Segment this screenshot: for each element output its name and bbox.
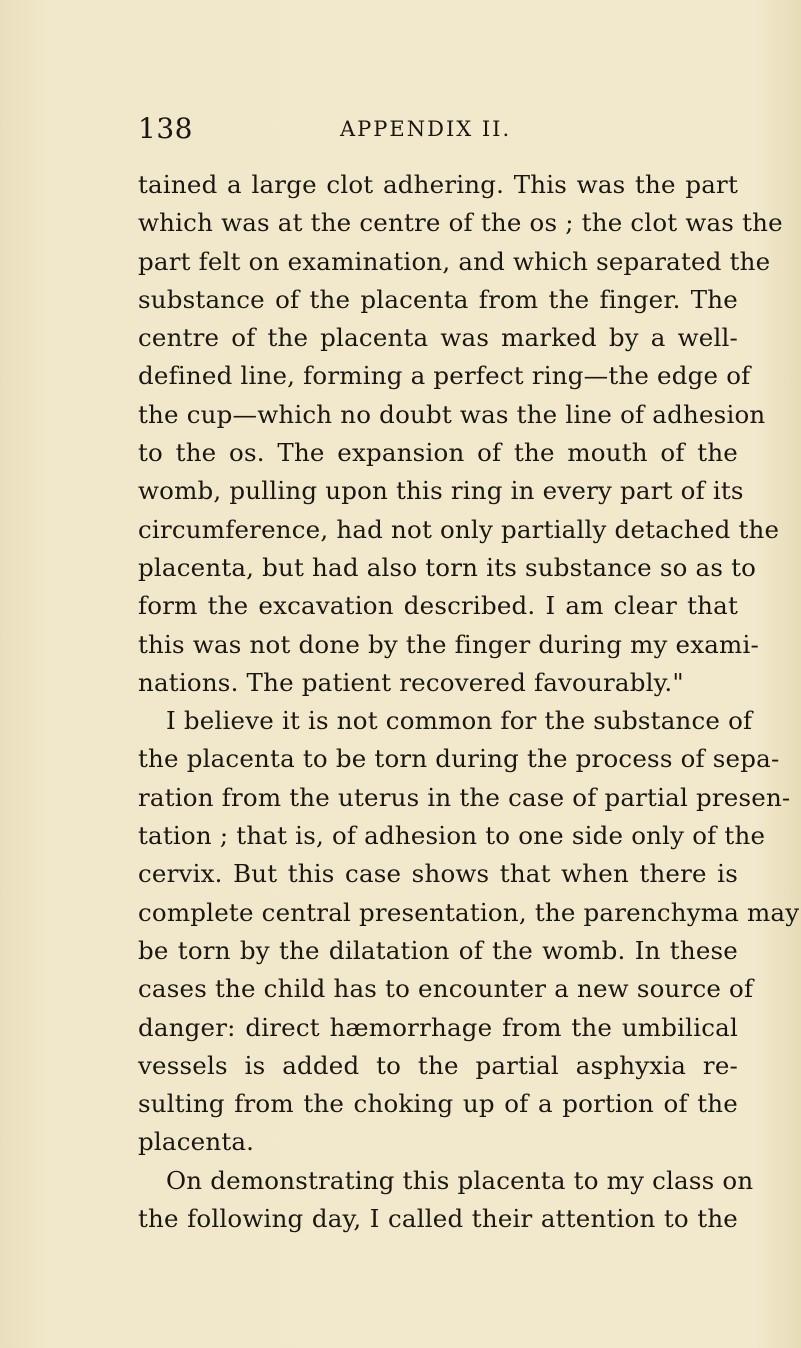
body-text — [138, 166, 800, 1238]
text-line: cervix. But this case shows that when there is — [138, 859, 738, 889]
text-line: circumference, had not only partially detached the — [138, 514, 780, 544]
text-line: the placenta to be torn during the process of sepa- — [138, 744, 780, 774]
paragraph-start-line: On demonstrating this placenta to my class on — [166, 1165, 754, 1195]
text-line: tained a large clot adhering. This was the part — [138, 170, 738, 199]
paragraph-end-line: nations. The patient recovered favourably." — [138, 667, 684, 697]
page-number: 138 — [138, 112, 193, 145]
text-line: defined line, forming a perfect ring—the edge of — [138, 361, 751, 391]
text-line: vessels is added to the partial asphyxia re- — [138, 1050, 738, 1080]
running-title: APPENDIX II. — [340, 117, 512, 141]
text-line: ration from the uterus in the case of partial presen- — [138, 782, 791, 812]
text-line: to the os. The expansion of the mouth of the — [138, 438, 738, 468]
text-line: form the excavation described. I am clear that — [138, 591, 738, 621]
text-line: sulting from the choking up of a portion of the — [138, 1089, 738, 1119]
text-line: complete central presentation, the parenchyma may — [138, 897, 800, 927]
text-line: centre of the placenta was marked by a well- — [138, 323, 738, 353]
text-line: the cup—which no doubt was the line of adhesion — [138, 399, 766, 429]
text-line: the following day, I called their attention to the — [138, 1204, 738, 1234]
text-line: cases the child has to encounter a new source of — [138, 974, 754, 1004]
paragraph-start-line: I believe it is not common for the substance of — [166, 706, 753, 736]
text-line: part felt on examination, and which separated the — [138, 246, 771, 276]
text-line: be torn by the dilatation of the womb. In these — [138, 935, 738, 965]
text-line: this was not done by the finger during my exami- — [138, 629, 759, 659]
text-line: substance of the placenta from the finger. The — [138, 284, 738, 314]
running-head — [138, 112, 748, 148]
paragraph-end-line: placenta. — [138, 1127, 255, 1157]
text-line: which was at the centre of the os ; the clot was the — [138, 208, 783, 238]
text-line: womb, pulling upon this ring in every part of its — [138, 476, 744, 506]
text-line: placenta, but had also torn its substance so as to — [138, 552, 757, 582]
text-line: tation ; that is, of adhesion to one side only of the — [138, 821, 766, 851]
text-line: danger: direct hæmorrhage from the umbilical — [138, 1012, 738, 1042]
